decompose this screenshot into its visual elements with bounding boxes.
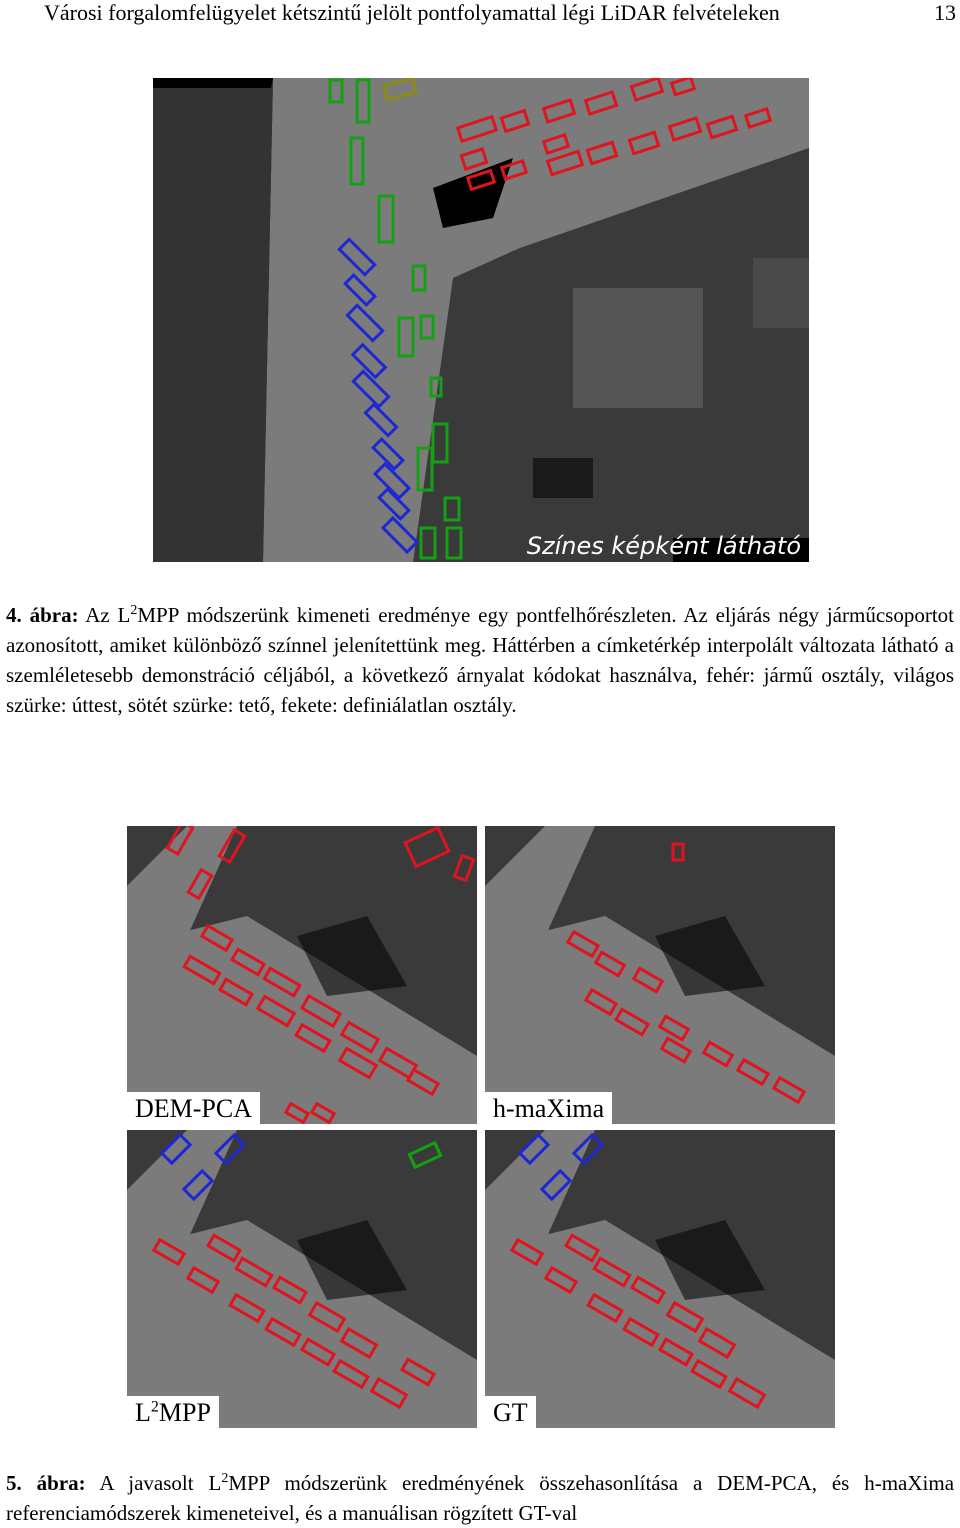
figure-4-image — [153, 78, 809, 562]
running-header — [0, 0, 960, 28]
figure-5-caption-sup: 2 — [221, 1471, 229, 1486]
figure-5-caption-text-b: MPP módszerünk eredményének összehasonlítása a DEM-PCA, és h-maXima referenciamódszerek kimeneteivel, és a manuálisan rögzített GT-val — [6, 1471, 955, 1525]
panel-label-gt: GT — [485, 1396, 536, 1428]
panel-label-l2mpp-b: MPP — [158, 1398, 211, 1427]
lidar-label-map — [153, 78, 809, 562]
figure-5-panel-dem-pca — [127, 826, 477, 1124]
panel-label-hmaxima: h-maXima — [485, 1092, 612, 1124]
figure-4-caption-text-b: MPP módszerünk kimeneti eredménye egy pontfelhőrészleten. Az eljárás négy járműcsoportot azonosított, amiket különböző színnel jelenítettünk meg. Háttérben a címketérkép interpolált változata látható a szemléletesebb demonstráció céljából, a következő árnyalat kódokat használva, fehér: jármű osztály, világos szürke: úttest, sötét szürke: tető, fekete: definiálatlan osztály. — [6, 603, 954, 717]
figure-5-panel-l2mpp — [127, 1130, 477, 1428]
dem-pca-image — [127, 826, 477, 1124]
panel-label-dem-pca: DEM-PCA — [127, 1092, 260, 1124]
header-title: Városi forgalomfelügyelet kétszintű jelölt pontfolyamattal légi LiDAR felvételeken — [44, 0, 780, 25]
figure-4-caption-label: 4. ábra: — [6, 603, 79, 627]
figure-5-caption-label: 5. ábra: — [6, 1471, 86, 1495]
figure-4-caption-sup: 2 — [130, 603, 138, 618]
hmaxima-image — [485, 826, 835, 1124]
page-number: 13 — [934, 0, 956, 25]
figure-4-overlay-note: Színes képként látható — [526, 532, 801, 560]
figure-5-panel-gt — [485, 1130, 835, 1428]
panel-label-l2mpp-sup: 2 — [150, 1398, 159, 1416]
figure-5-caption — [6, 1464, 954, 1528]
gt-image — [485, 1130, 835, 1428]
panel-label-l2mpp-a: L — [135, 1398, 151, 1427]
figure-4-caption-text-a: Az L — [85, 603, 131, 627]
figure-4-caption — [6, 596, 954, 720]
l2mpp-image — [127, 1130, 477, 1428]
figure-5-caption-text-a: A javasolt L — [99, 1471, 222, 1495]
figure-5-panel-hmaxima — [485, 826, 835, 1124]
panel-label-l2mpp — [127, 1396, 219, 1428]
